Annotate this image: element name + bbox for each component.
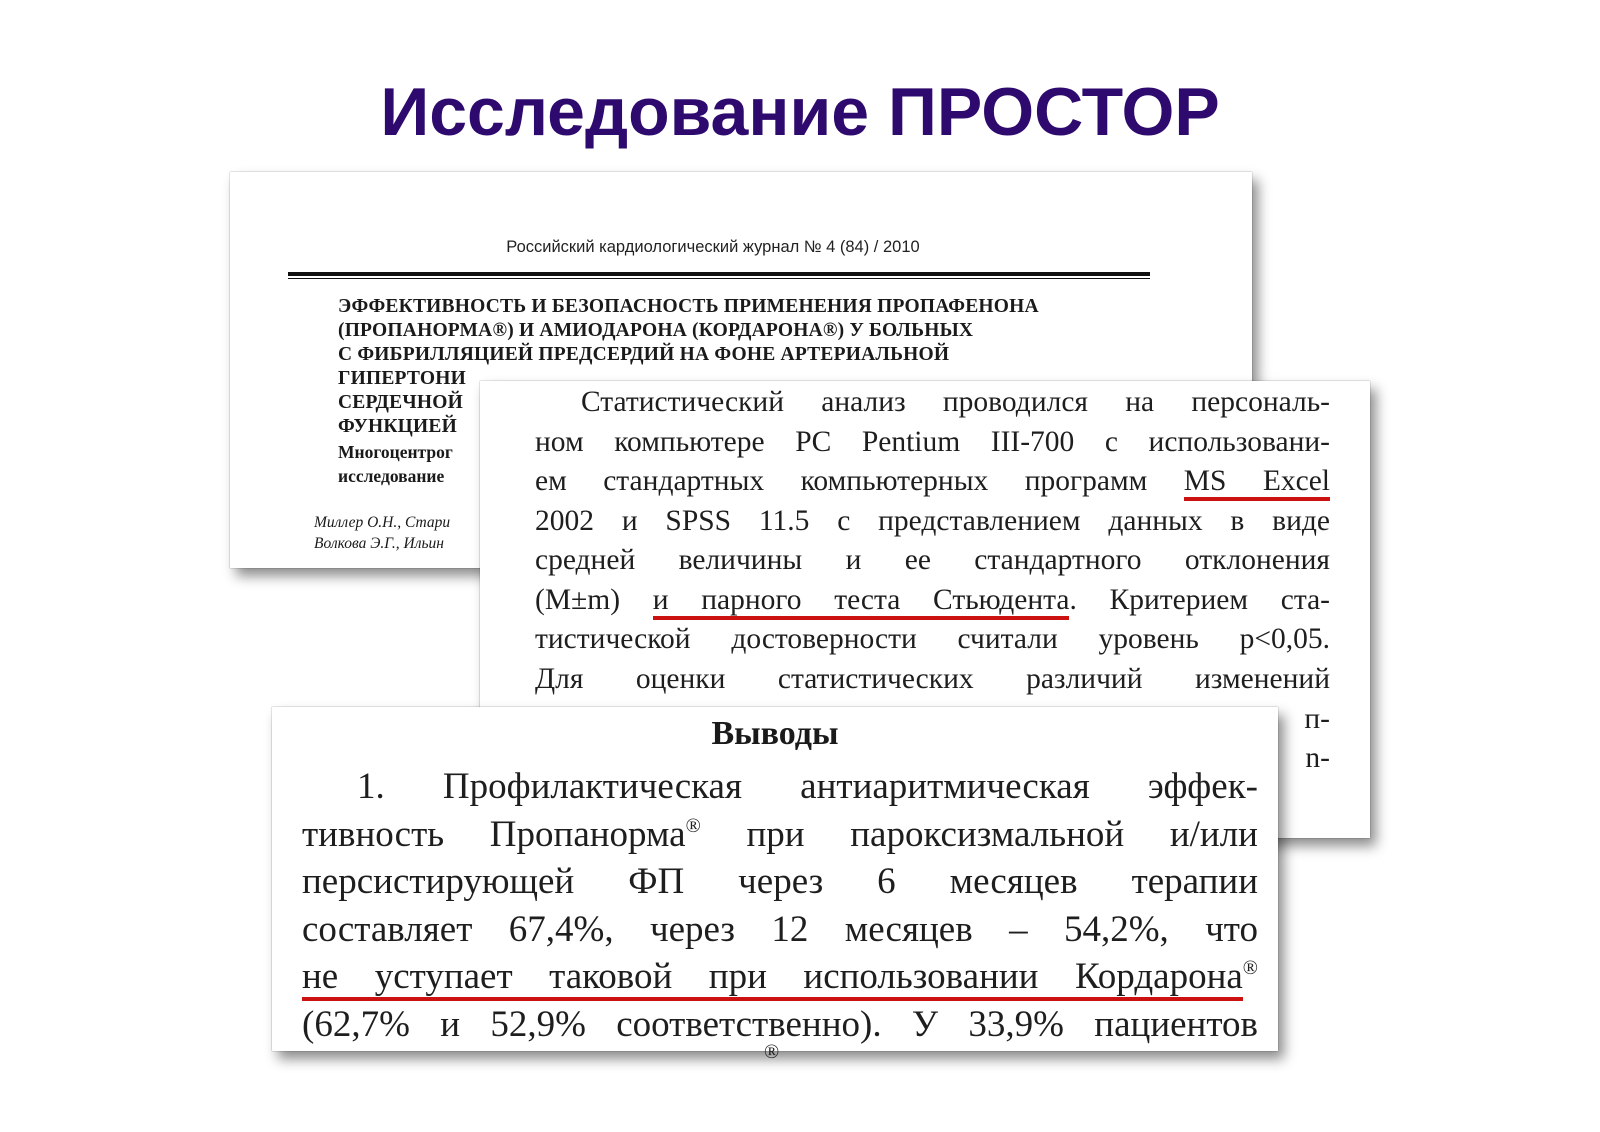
text-line: Статистический анализ проводился на персональ- [581, 386, 1330, 418]
text-line: персистирующей ФП через 6 месяцев терапии [302, 861, 1258, 902]
text-line: составляет 67,4%, через 12 месяцев – 54,2%, что [302, 908, 1258, 950]
article-title-line: ГИПЕРТОНИ [338, 368, 466, 389]
article-subtitle-line: исследование [338, 466, 445, 486]
highlight-ms-excel: MS Excel [1184, 465, 1330, 501]
text-fragment: . Критерием ста- [1069, 583, 1331, 616]
text-line [302, 811, 1258, 859]
journal-name: Российский кардиологический журнал № 4 (84) / 2010 [506, 238, 920, 256]
article-authors [314, 512, 450, 554]
text-fragment: (M±m) [535, 583, 621, 616]
text-fragment: тивность Пропанорма [302, 813, 686, 855]
article-title-line: ЭФФЕКТИВНОСТЬ И БЕЗОПАСНОСТЬ ПРИМЕНЕНИЯ ПРОПАФЕНОНА [338, 296, 1039, 317]
text-line [302, 953, 1258, 1001]
slide-title: Исследование ПРОСТОР [380, 74, 1220, 150]
text-line: (62,7% и 52,9% соответственно). У 33,9% пациентов [302, 1003, 1258, 1045]
cut-off-fragment: п- [1304, 703, 1330, 735]
highlight-student-test: и парного теста Стьюдента [653, 584, 1070, 620]
article-subtitle [338, 440, 453, 488]
article-title-line: С ФИБРИЛЛЯЦИЕЙ ПРЕДСЕРДИЙ НА ФОНЕ АРТЕРИАЛЬНОЙ [338, 344, 950, 365]
text-line: тистической достоверности считали уровень p<0,05. [535, 623, 1330, 655]
text-line: средней величины и ее стандартного отклонения [535, 544, 1330, 576]
conclusions-heading: Выводы [711, 715, 839, 752]
text-fragment: ем стандартных компьютерных программ [535, 465, 1148, 497]
cut-off-fragment: n- [1305, 742, 1330, 774]
article-title-line: СЕРДЕЧНОЙ [338, 392, 463, 413]
text-line: 2002 и SPSS 11.5 с представлением данных в виде [535, 504, 1330, 537]
author-line: Миллер О.Н., Стари [314, 514, 451, 531]
header-rule-thick [288, 272, 1150, 276]
text-line: 1. Профилактическая антиаритмическая эффек- [357, 766, 1258, 807]
article-subtitle-line: Многоцентрог [338, 442, 453, 462]
conclusions-card [272, 707, 1278, 1063]
author-line: Волкова Э.Г., Ильин [314, 535, 444, 552]
registered-mark: ® [764, 1041, 780, 1063]
registered-mark: ® [685, 814, 701, 837]
highlight-cordarone: не уступает таковой при использовании Кордарона [302, 956, 1243, 1001]
header-rule-thin [288, 278, 1150, 279]
registered-mark: ® [1242, 957, 1258, 979]
article-title-line: (ПРОПАНОРМА®) И АМИОДАРОНА (КОРДАРОНА®) У БОЛЬНЫХ [338, 320, 974, 341]
text-line: Для оценки статистических различий изменений [535, 662, 1330, 695]
article-title-line: ФУНКЦИЕЙ [338, 416, 457, 437]
text-line [535, 581, 1330, 621]
text-line [535, 462, 1330, 502]
conclusions-paragraph [302, 763, 1258, 1048]
text-line: ном компьютере PC Pentium III-700 с использовани- [535, 425, 1330, 458]
statistics-paragraph [535, 383, 1330, 699]
text-fragment: при пароксизмальной и/или [746, 813, 1258, 855]
